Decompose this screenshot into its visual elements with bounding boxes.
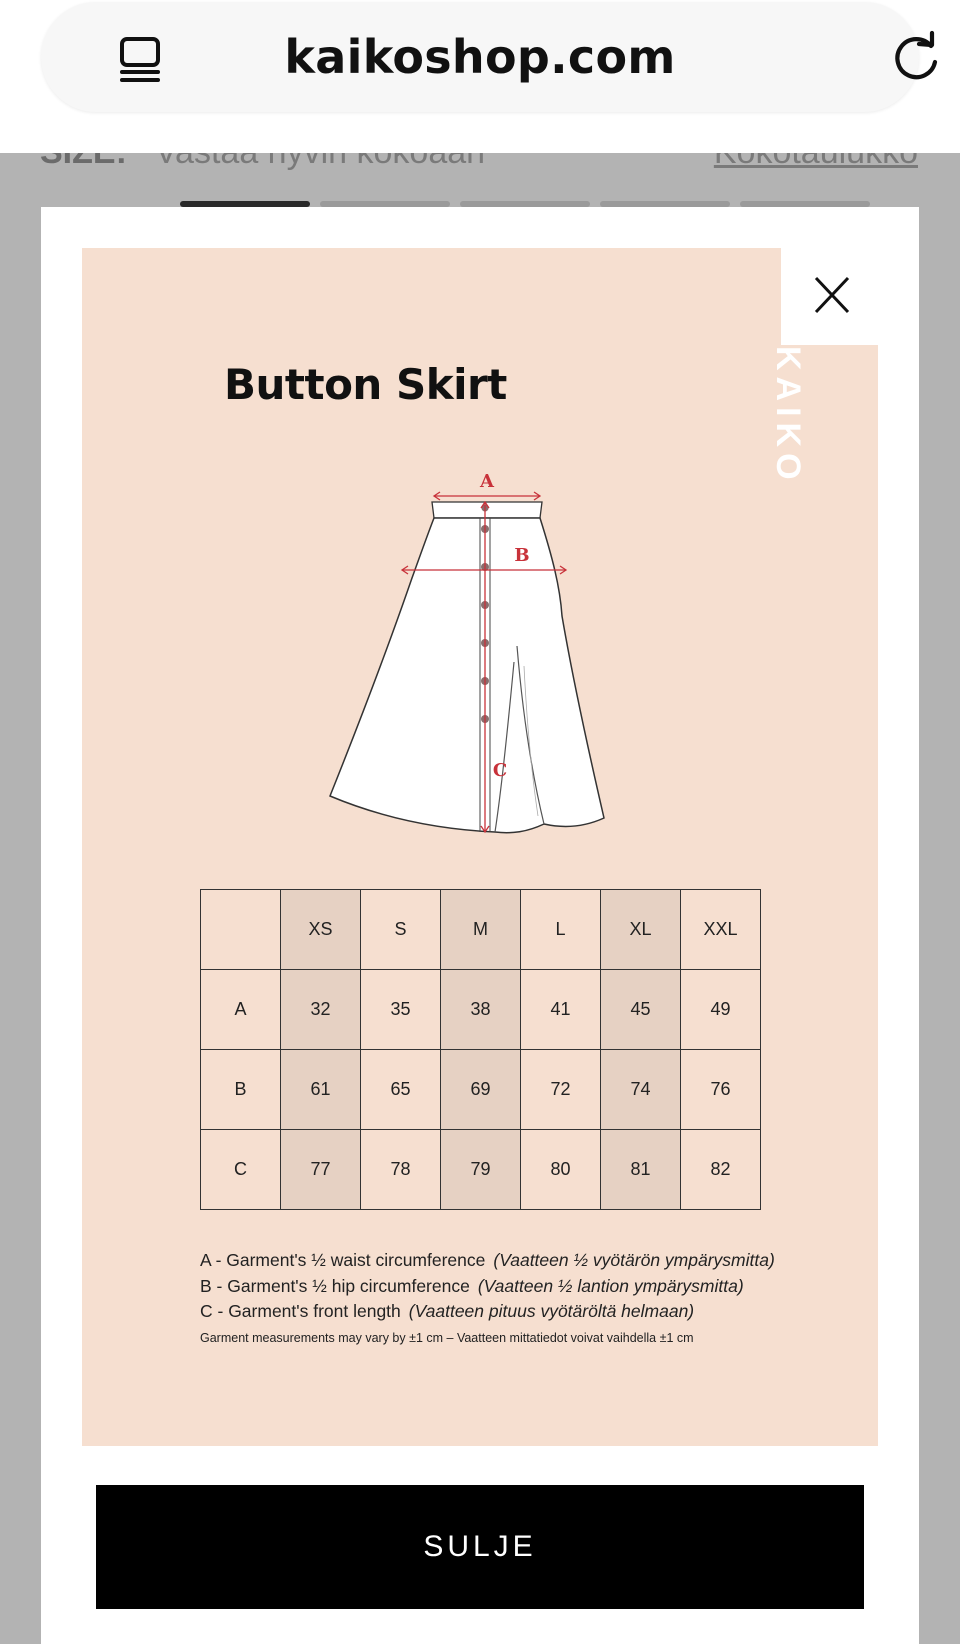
table-cell: 76 bbox=[681, 1050, 761, 1130]
table-cell: 78 bbox=[361, 1130, 441, 1210]
legend-item: C - Garment's front length (Vaatteen pituus vyötäröltä helmaan) bbox=[200, 1301, 695, 1321]
measure-label-cell: B bbox=[201, 1050, 281, 1130]
address-bar[interactable] bbox=[41, 2, 919, 112]
size-header-cell: XXL bbox=[681, 890, 761, 970]
measure-label-cell: C bbox=[201, 1130, 281, 1210]
measurement-note: Garment measurements may vary by ±1 cm – Vaatteen mittatiedot voivat vaihdella ±1 cm bbox=[200, 1331, 694, 1345]
size-header-cell: XS bbox=[281, 890, 361, 970]
table-cell: 32 bbox=[281, 970, 361, 1050]
close-icon[interactable] bbox=[815, 277, 849, 313]
label-a: A bbox=[480, 471, 494, 492]
size-chart-image bbox=[82, 248, 878, 1446]
table-cell: 81 bbox=[601, 1130, 681, 1210]
table-row bbox=[201, 1130, 761, 1210]
table-cell: 41 bbox=[521, 970, 601, 1050]
table-cell: 77 bbox=[281, 1130, 361, 1210]
size-header-cell bbox=[201, 890, 281, 970]
legend-item: B - Garment's ½ hip circumference (Vaatteen ½ lantion ympärysmitta) bbox=[200, 1275, 744, 1296]
reload-icon[interactable] bbox=[891, 32, 941, 84]
table-cell: 35 bbox=[361, 970, 441, 1050]
size-chart-modal bbox=[41, 207, 919, 1644]
table-cell: 80 bbox=[521, 1130, 601, 1210]
table-cell: 49 bbox=[681, 970, 761, 1050]
table-header-row bbox=[201, 890, 761, 970]
browser-toolbar bbox=[0, 0, 960, 153]
measurement-legend bbox=[200, 1248, 775, 1325]
table-cell: 79 bbox=[441, 1130, 521, 1210]
skirt-diagram bbox=[312, 466, 642, 846]
chart-title: Button Skirt bbox=[224, 360, 507, 409]
size-header-cell: M bbox=[441, 890, 521, 970]
measure-label-cell: A bbox=[201, 970, 281, 1050]
close-button[interactable] bbox=[781, 247, 879, 345]
size-table bbox=[200, 889, 761, 1210]
url-text[interactable]: kaikoshop.com bbox=[284, 30, 676, 84]
table-cell: 72 bbox=[521, 1050, 601, 1130]
table-row bbox=[201, 1050, 761, 1130]
table-row bbox=[201, 970, 761, 1050]
table-cell: 45 bbox=[601, 970, 681, 1050]
legend-item: A - Garment's ½ waist circumference (Vaatteen ½ vyötärön ympärysmitta) bbox=[200, 1250, 775, 1270]
close-modal-button[interactable]: SULJE bbox=[96, 1485, 864, 1609]
label-b: B bbox=[514, 545, 530, 566]
table-cell: 38 bbox=[441, 970, 521, 1050]
table-cell: 74 bbox=[601, 1050, 681, 1130]
table-cell: 82 bbox=[681, 1130, 761, 1210]
svg-text:KAIKO: KAIKO bbox=[769, 346, 807, 486]
brand-logo bbox=[769, 346, 807, 486]
size-header-cell: XL bbox=[601, 890, 681, 970]
table-cell: 65 bbox=[361, 1050, 441, 1130]
size-header-cell: L bbox=[521, 890, 601, 970]
size-header-cell: S bbox=[361, 890, 441, 970]
label-c: C bbox=[492, 760, 508, 781]
table-cell: 61 bbox=[281, 1050, 361, 1130]
table-cell: 69 bbox=[441, 1050, 521, 1130]
